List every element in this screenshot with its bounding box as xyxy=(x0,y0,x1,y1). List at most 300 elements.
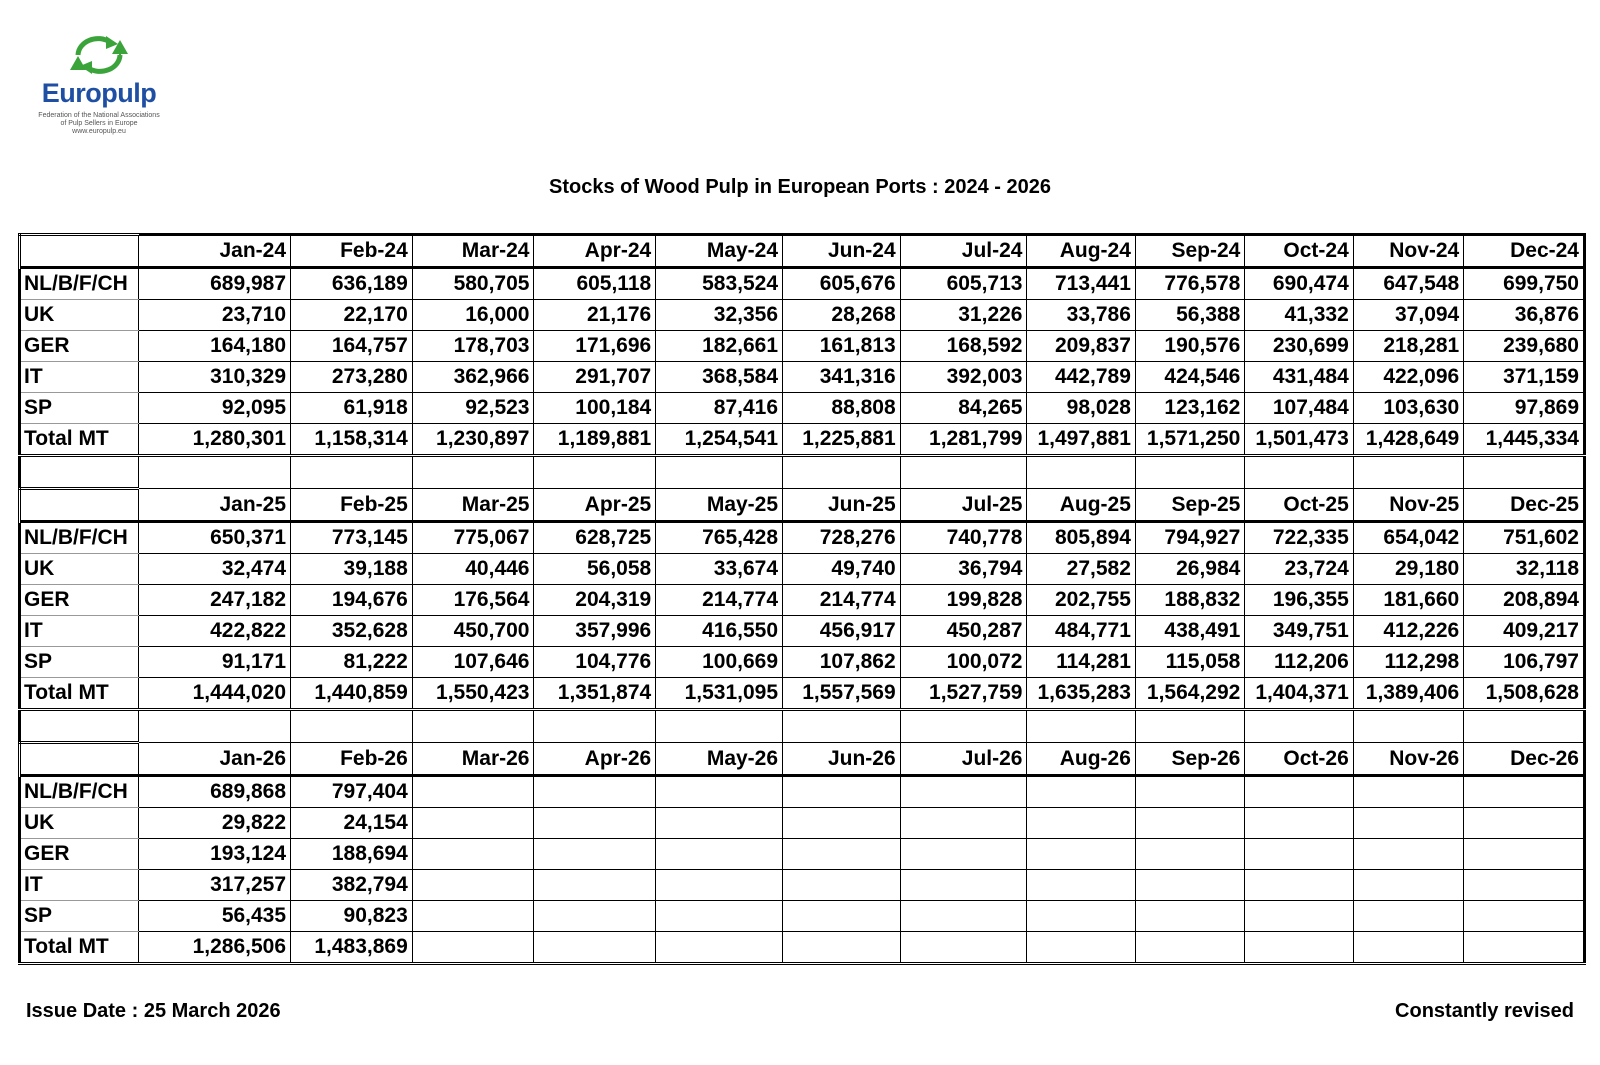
table-cell xyxy=(1245,808,1353,839)
table-cell: 412,226 xyxy=(1353,616,1463,647)
table-row xyxy=(20,901,1585,932)
month-header-row xyxy=(20,235,1585,268)
table-cell: 91,171 xyxy=(138,647,290,678)
table-cell xyxy=(783,839,901,870)
row-label: IT xyxy=(20,616,139,647)
table-cell xyxy=(1245,776,1353,808)
table-cell xyxy=(783,901,901,932)
table-cell: 106,797 xyxy=(1464,647,1585,678)
table-cell: 230,699 xyxy=(1245,331,1353,362)
table-cell: 317,257 xyxy=(138,870,290,901)
spacer-cell xyxy=(783,710,901,743)
spacer-cell xyxy=(1464,710,1585,743)
table-cell: 422,096 xyxy=(1353,362,1463,393)
table-cell: 1,225,881 xyxy=(783,424,901,456)
row-label: GER xyxy=(20,839,139,870)
spacer-cell xyxy=(1464,456,1585,489)
table-cell: 115,058 xyxy=(1135,647,1244,678)
table-cell: 23,724 xyxy=(1245,554,1353,585)
logo-subtitle xyxy=(24,112,174,136)
table-cell: 1,501,473 xyxy=(1245,424,1353,456)
table-cell: 209,837 xyxy=(1027,331,1135,362)
table-row xyxy=(20,870,1585,901)
table-cell xyxy=(412,808,534,839)
table-cell xyxy=(1464,901,1585,932)
table-cell xyxy=(1353,870,1463,901)
issue-date: Issue Date : 25 March 2026 xyxy=(26,1000,281,1022)
table-row xyxy=(20,839,1585,870)
table-cell: 114,281 xyxy=(1027,647,1135,678)
table-cell: 805,894 xyxy=(1027,522,1135,554)
month-header: Mar-25 xyxy=(412,489,534,522)
month-header: Apr-24 xyxy=(534,235,656,268)
month-header: Apr-25 xyxy=(534,489,656,522)
table-cell xyxy=(412,776,534,808)
table-cell xyxy=(1353,839,1463,870)
table-cell xyxy=(1464,870,1585,901)
table-cell: 56,435 xyxy=(138,901,290,932)
table-cell xyxy=(412,839,534,870)
table-cell: 32,356 xyxy=(656,300,783,331)
month-header: Jul-24 xyxy=(900,235,1027,268)
table-cell: 713,441 xyxy=(1027,268,1135,300)
table-cell: 628,725 xyxy=(534,522,656,554)
month-header: Nov-24 xyxy=(1353,235,1463,268)
spacer-cell xyxy=(291,456,413,489)
table-cell xyxy=(1464,839,1585,870)
table-cell: 168,592 xyxy=(900,331,1027,362)
table-cell xyxy=(534,776,656,808)
month-header: Jan-26 xyxy=(138,743,290,776)
spacer-cell xyxy=(534,710,656,743)
table-cell xyxy=(1353,776,1463,808)
table-cell xyxy=(656,808,783,839)
table-cell: 178,703 xyxy=(412,331,534,362)
table-cell: 349,751 xyxy=(1245,616,1353,647)
table-cell xyxy=(900,808,1027,839)
table-cell xyxy=(534,808,656,839)
spacer-cell xyxy=(1027,710,1135,743)
table-cell xyxy=(412,932,534,964)
table-cell: 33,786 xyxy=(1027,300,1135,331)
table-cell: 103,630 xyxy=(1353,393,1463,424)
table-cell: 409,217 xyxy=(1464,616,1585,647)
table-cell xyxy=(1135,776,1244,808)
page-title: Stocks of Wood Pulp in European Ports : 2024 - 2026 xyxy=(549,176,1051,198)
table-cell: 636,189 xyxy=(291,268,413,300)
row-label: Total MT xyxy=(20,424,139,456)
spacer-cell xyxy=(1245,710,1353,743)
table-cell: 1,445,334 xyxy=(1464,424,1585,456)
table-cell: 41,332 xyxy=(1245,300,1353,331)
table-cell: 81,222 xyxy=(291,647,413,678)
table-cell xyxy=(412,870,534,901)
month-header: Mar-26 xyxy=(412,743,534,776)
table-cell: 794,927 xyxy=(1135,522,1244,554)
table-cell xyxy=(900,776,1027,808)
month-header: Mar-24 xyxy=(412,235,534,268)
table-cell: 765,428 xyxy=(656,522,783,554)
table-cell: 605,118 xyxy=(534,268,656,300)
spacer-cell xyxy=(1353,710,1463,743)
table-cell xyxy=(534,870,656,901)
table-cell xyxy=(1135,808,1244,839)
table-cell: 583,524 xyxy=(656,268,783,300)
table-cell: 247,182 xyxy=(138,585,290,616)
month-header: Feb-26 xyxy=(291,743,413,776)
table-cell: 1,428,649 xyxy=(1353,424,1463,456)
table-cell: 422,822 xyxy=(138,616,290,647)
month-header: Dec-26 xyxy=(1464,743,1585,776)
row-label: SP xyxy=(20,647,139,678)
table-cell: 1,158,314 xyxy=(291,424,413,456)
table-cell: 310,329 xyxy=(138,362,290,393)
table-cell: 24,154 xyxy=(291,808,413,839)
table-cell xyxy=(783,776,901,808)
table-cell: 1,230,897 xyxy=(412,424,534,456)
table-cell: 1,508,628 xyxy=(1464,678,1585,710)
table-cell: 214,774 xyxy=(656,585,783,616)
row-label: Total MT xyxy=(20,932,139,964)
table-cell: 362,966 xyxy=(412,362,534,393)
table-cell xyxy=(656,776,783,808)
table-cell: 36,794 xyxy=(900,554,1027,585)
table-cell: 204,319 xyxy=(534,585,656,616)
table-cell: 208,894 xyxy=(1464,585,1585,616)
table-cell: 392,003 xyxy=(900,362,1027,393)
spacer-cell xyxy=(20,456,139,489)
table-cell: 689,987 xyxy=(138,268,290,300)
table-cell: 196,355 xyxy=(1245,585,1353,616)
table-cell: 104,776 xyxy=(534,647,656,678)
spacer-cell xyxy=(656,456,783,489)
corner-cell xyxy=(20,235,139,268)
spacer-cell xyxy=(900,456,1027,489)
table-cell: 450,287 xyxy=(900,616,1027,647)
table-cell: 32,474 xyxy=(138,554,290,585)
table-cell: 1,389,406 xyxy=(1353,678,1463,710)
europulp-logo xyxy=(24,34,174,136)
table-row xyxy=(20,331,1585,362)
table-cell: 28,268 xyxy=(783,300,901,331)
table-cell: 56,388 xyxy=(1135,300,1244,331)
spacer-cell xyxy=(900,710,1027,743)
table-cell: 371,159 xyxy=(1464,362,1585,393)
table-cell: 21,176 xyxy=(534,300,656,331)
table-cell: 92,523 xyxy=(412,393,534,424)
table-cell: 1,404,371 xyxy=(1245,678,1353,710)
table-cell xyxy=(1135,901,1244,932)
table-cell: 181,660 xyxy=(1353,585,1463,616)
table-cell: 690,474 xyxy=(1245,268,1353,300)
table-cell xyxy=(1464,932,1585,964)
table-cell: 90,823 xyxy=(291,901,413,932)
month-header: Oct-25 xyxy=(1245,489,1353,522)
month-header: Sep-24 xyxy=(1135,235,1244,268)
spacer-cell xyxy=(138,456,290,489)
spacer-row xyxy=(20,456,1585,489)
table-cell: 176,564 xyxy=(412,585,534,616)
month-header: Aug-24 xyxy=(1027,235,1135,268)
table-cell: 61,918 xyxy=(291,393,413,424)
table-cell: 605,676 xyxy=(783,268,901,300)
table-cell: 424,546 xyxy=(1135,362,1244,393)
month-header: Dec-25 xyxy=(1464,489,1585,522)
table-cell xyxy=(1245,932,1353,964)
table-cell: 740,778 xyxy=(900,522,1027,554)
table-cell: 87,416 xyxy=(656,393,783,424)
table-cell: 773,145 xyxy=(291,522,413,554)
table-cell: 650,371 xyxy=(138,522,290,554)
table-cell xyxy=(656,870,783,901)
logo-subtitle-line1: Federation of the National Associations xyxy=(38,112,160,119)
table-cell: 100,072 xyxy=(900,647,1027,678)
table-cell: 32,118 xyxy=(1464,554,1585,585)
table-cell: 190,576 xyxy=(1135,331,1244,362)
month-header: Jan-24 xyxy=(138,235,290,268)
table-cell: 456,917 xyxy=(783,616,901,647)
table-cell: 29,822 xyxy=(138,808,290,839)
table-cell xyxy=(1464,776,1585,808)
table-cell xyxy=(534,839,656,870)
table-row xyxy=(20,522,1585,554)
table-cell: 1,527,759 xyxy=(900,678,1027,710)
table-cell: 23,710 xyxy=(138,300,290,331)
table-cell: 728,276 xyxy=(783,522,901,554)
table-cell: 33,674 xyxy=(656,554,783,585)
row-label: NL/B/F/CH xyxy=(20,522,139,554)
month-header: Jun-26 xyxy=(783,743,901,776)
month-header: Jan-25 xyxy=(138,489,290,522)
row-label: GER xyxy=(20,585,139,616)
table-cell xyxy=(534,932,656,964)
row-label: SP xyxy=(20,393,139,424)
table-row xyxy=(20,616,1585,647)
spacer-cell xyxy=(1027,456,1135,489)
month-header: Feb-25 xyxy=(291,489,413,522)
row-label: UK xyxy=(20,300,139,331)
table-row xyxy=(20,554,1585,585)
table-cell xyxy=(1027,901,1135,932)
table-cell: 88,808 xyxy=(783,393,901,424)
stocks-table xyxy=(18,233,1586,965)
table-cell: 100,184 xyxy=(534,393,656,424)
table-cell xyxy=(1464,808,1585,839)
table-cell: 16,000 xyxy=(412,300,534,331)
month-header: Dec-24 xyxy=(1464,235,1585,268)
table-cell: 1,497,881 xyxy=(1027,424,1135,456)
table-cell: 357,996 xyxy=(534,616,656,647)
table-cell: 797,404 xyxy=(291,776,413,808)
table-cell xyxy=(900,870,1027,901)
spacer-row xyxy=(20,710,1585,743)
table-row xyxy=(20,808,1585,839)
revision-note: Constantly revised xyxy=(1395,1000,1574,1022)
table-row xyxy=(20,585,1585,616)
table-cell: 92,095 xyxy=(138,393,290,424)
table-cell: 164,757 xyxy=(291,331,413,362)
row-label: NL/B/F/CH xyxy=(20,268,139,300)
table-cell: 182,661 xyxy=(656,331,783,362)
table-cell: 1,550,423 xyxy=(412,678,534,710)
table-cell: 775,067 xyxy=(412,522,534,554)
table-cell: 112,206 xyxy=(1245,647,1353,678)
table-cell: 291,707 xyxy=(534,362,656,393)
table-cell xyxy=(656,932,783,964)
table-cell: 1,351,874 xyxy=(534,678,656,710)
table-cell: 107,646 xyxy=(412,647,534,678)
table-cell xyxy=(1353,808,1463,839)
table-cell: 84,265 xyxy=(900,393,1027,424)
table-cell: 431,484 xyxy=(1245,362,1353,393)
table-cell: 188,832 xyxy=(1135,585,1244,616)
table-cell: 56,058 xyxy=(534,554,656,585)
table-cell: 1,444,020 xyxy=(138,678,290,710)
table-cell xyxy=(1027,839,1135,870)
month-header: Oct-24 xyxy=(1245,235,1353,268)
table-cell: 97,869 xyxy=(1464,393,1585,424)
month-header: Sep-25 xyxy=(1135,489,1244,522)
table-cell: 202,755 xyxy=(1027,585,1135,616)
table-row xyxy=(20,776,1585,808)
month-header: May-25 xyxy=(656,489,783,522)
table-cell: 107,484 xyxy=(1245,393,1353,424)
table-cell: 699,750 xyxy=(1464,268,1585,300)
spacer-cell xyxy=(412,710,534,743)
table-cell: 352,628 xyxy=(291,616,413,647)
table-cell: 112,298 xyxy=(1353,647,1463,678)
row-label: IT xyxy=(20,870,139,901)
table-cell: 1,635,283 xyxy=(1027,678,1135,710)
table-cell xyxy=(1245,839,1353,870)
table-cell: 39,188 xyxy=(291,554,413,585)
row-label: Total MT xyxy=(20,678,139,710)
logo-subtitle-line2: of Pulp Sellers in Europe xyxy=(60,120,138,127)
row-label: IT xyxy=(20,362,139,393)
table-cell: 31,226 xyxy=(900,300,1027,331)
table-cell xyxy=(534,901,656,932)
month-header: Aug-26 xyxy=(1027,743,1135,776)
table-cell xyxy=(1353,932,1463,964)
table-cell: 1,254,541 xyxy=(656,424,783,456)
table-cell: 37,094 xyxy=(1353,300,1463,331)
table-cell xyxy=(1027,776,1135,808)
table-cell: 722,335 xyxy=(1245,522,1353,554)
table-row xyxy=(20,932,1585,964)
table-cell: 100,669 xyxy=(656,647,783,678)
recycle-trees-icon xyxy=(64,34,134,76)
table-cell: 36,876 xyxy=(1464,300,1585,331)
table-cell: 273,280 xyxy=(291,362,413,393)
table-row xyxy=(20,393,1585,424)
table-cell: 1,531,095 xyxy=(656,678,783,710)
row-label: NL/B/F/CH xyxy=(20,776,139,808)
table-cell: 27,582 xyxy=(1027,554,1135,585)
table-cell xyxy=(783,808,901,839)
month-header: Jun-25 xyxy=(783,489,901,522)
month-header: Jul-25 xyxy=(900,489,1027,522)
table-cell: 49,740 xyxy=(783,554,901,585)
month-header: Apr-26 xyxy=(534,743,656,776)
table-cell: 689,868 xyxy=(138,776,290,808)
table-cell xyxy=(412,901,534,932)
table-cell xyxy=(900,932,1027,964)
table-row xyxy=(20,424,1585,456)
table-cell: 442,789 xyxy=(1027,362,1135,393)
table-cell: 26,984 xyxy=(1135,554,1244,585)
table-cell: 22,170 xyxy=(291,300,413,331)
table-cell xyxy=(783,870,901,901)
table-cell: 1,440,859 xyxy=(291,678,413,710)
table-cell xyxy=(1135,932,1244,964)
table-row xyxy=(20,268,1585,300)
corner-cell xyxy=(20,489,139,522)
spacer-cell xyxy=(412,456,534,489)
month-header: Feb-24 xyxy=(291,235,413,268)
table-cell: 194,676 xyxy=(291,585,413,616)
spacer-cell xyxy=(138,710,290,743)
table-cell: 161,813 xyxy=(783,331,901,362)
spacer-cell xyxy=(656,710,783,743)
table-cell: 751,602 xyxy=(1464,522,1585,554)
table-cell: 123,162 xyxy=(1135,393,1244,424)
table-cell xyxy=(783,932,901,964)
spacer-cell xyxy=(1245,456,1353,489)
table-cell xyxy=(656,839,783,870)
spacer-cell xyxy=(20,710,139,743)
table-cell xyxy=(1027,870,1135,901)
month-header: Aug-25 xyxy=(1027,489,1135,522)
table-cell xyxy=(900,839,1027,870)
table-cell: 214,774 xyxy=(783,585,901,616)
month-header: Sep-26 xyxy=(1135,743,1244,776)
table-row xyxy=(20,362,1585,393)
table-row xyxy=(20,647,1585,678)
table-cell: 193,124 xyxy=(138,839,290,870)
table-cell: 98,028 xyxy=(1027,393,1135,424)
row-label: SP xyxy=(20,901,139,932)
table-cell: 1,280,301 xyxy=(138,424,290,456)
row-label: GER xyxy=(20,331,139,362)
spacer-cell xyxy=(783,456,901,489)
row-label: UK xyxy=(20,554,139,585)
table-row xyxy=(20,678,1585,710)
table-cell: 580,705 xyxy=(412,268,534,300)
table-cell xyxy=(1027,808,1135,839)
table-cell xyxy=(1027,932,1135,964)
table-cell: 368,584 xyxy=(656,362,783,393)
table-cell: 171,696 xyxy=(534,331,656,362)
table-cell: 239,680 xyxy=(1464,331,1585,362)
table-cell: 164,180 xyxy=(138,331,290,362)
table-cell: 1,557,569 xyxy=(783,678,901,710)
table-cell: 654,042 xyxy=(1353,522,1463,554)
month-header: Oct-26 xyxy=(1245,743,1353,776)
table-cell: 1,286,506 xyxy=(138,932,290,964)
table-cell: 605,713 xyxy=(900,268,1027,300)
table-cell: 218,281 xyxy=(1353,331,1463,362)
month-header: Nov-26 xyxy=(1353,743,1463,776)
table-cell: 1,189,881 xyxy=(534,424,656,456)
table-cell xyxy=(1353,901,1463,932)
table-cell xyxy=(1245,870,1353,901)
logo-website: www.europulp.eu xyxy=(72,128,126,135)
table-cell xyxy=(1135,839,1244,870)
month-header: May-26 xyxy=(656,743,783,776)
table-cell: 29,180 xyxy=(1353,554,1463,585)
table-cell: 438,491 xyxy=(1135,616,1244,647)
spacer-cell xyxy=(1135,710,1244,743)
